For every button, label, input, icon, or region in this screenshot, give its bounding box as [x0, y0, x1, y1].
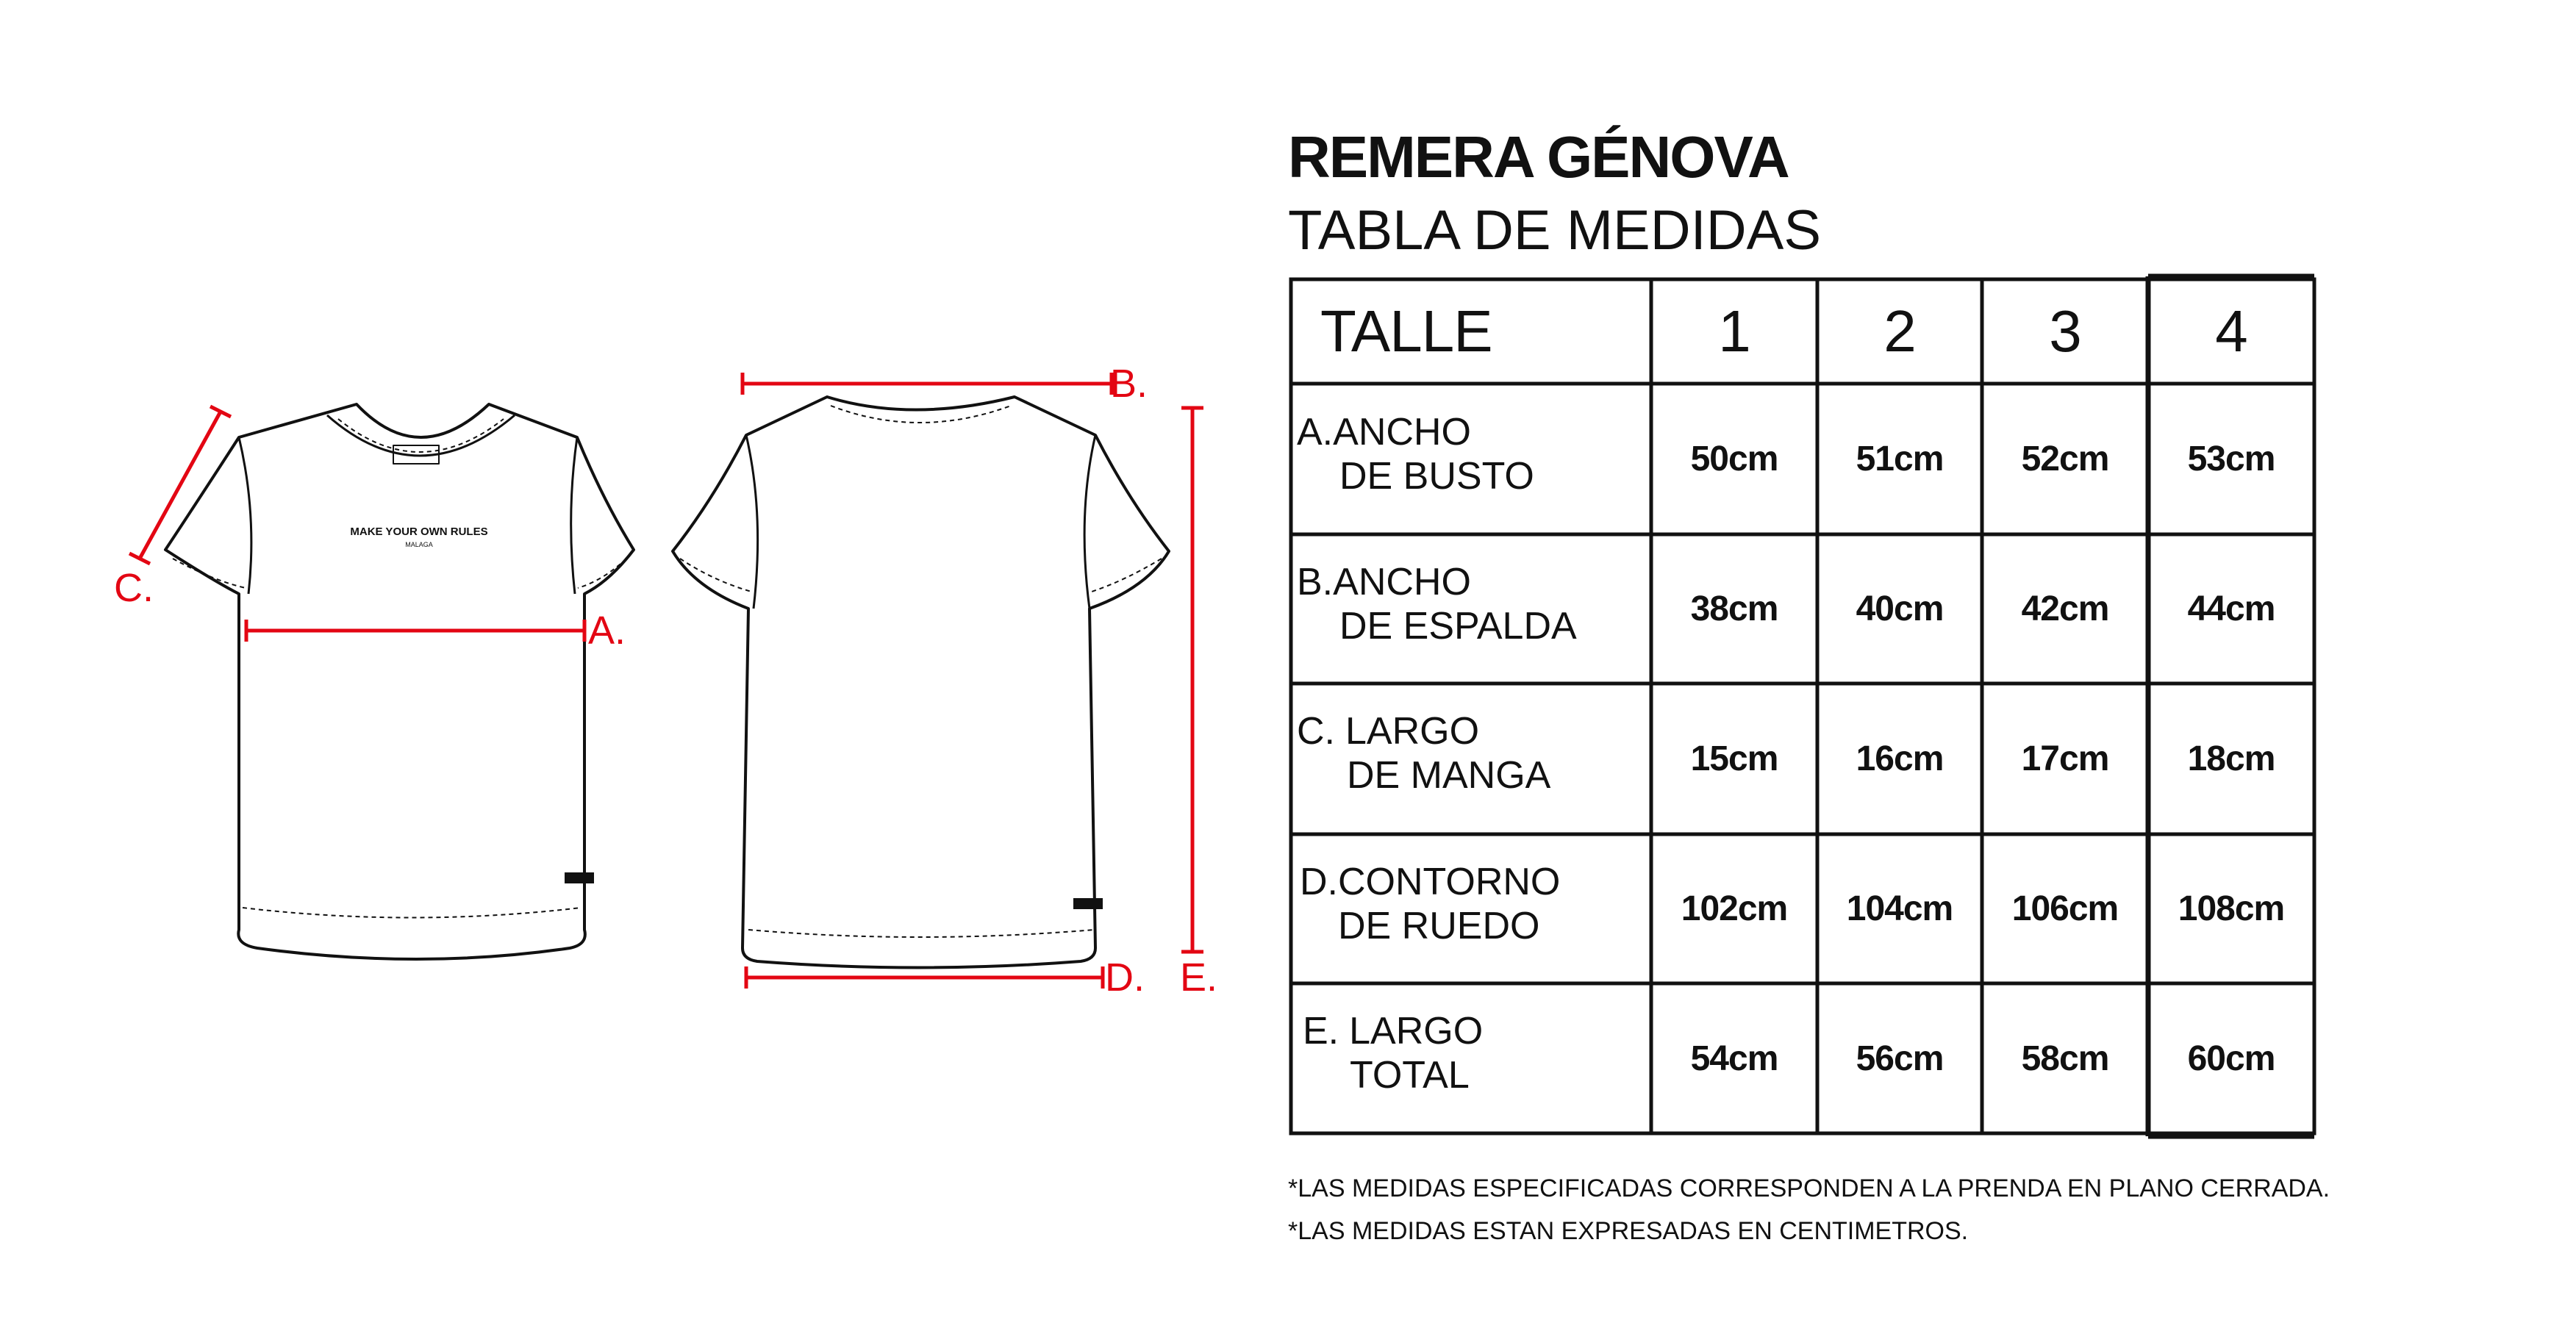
row-label-line2: DE RUEDO	[1338, 905, 1540, 947]
row-label-line2: TOTAL	[1350, 1054, 1470, 1097]
row-label-line1: CONTORNO	[1338, 861, 1561, 903]
table-cell: 16cm	[1856, 739, 1944, 778]
shirt-print: MAKE YOUR OWN RULES	[350, 526, 488, 538]
table-cell: 53cm	[2187, 440, 2275, 478]
table-header-size-1: 1	[1718, 298, 1750, 364]
table-header-size-3: 3	[2049, 298, 2081, 364]
product-title: REMERA GÉNOVA	[1288, 124, 1789, 190]
label-e: E.	[1180, 955, 1218, 1000]
table-cell: 38cm	[1690, 589, 1778, 628]
table-cell: 50cm	[1690, 440, 1778, 478]
row-label-ancho-busto	[1297, 410, 1534, 498]
label-c: C.	[114, 566, 154, 610]
table-cell: 104cm	[1846, 889, 1953, 928]
table-cell: 60cm	[2187, 1039, 2275, 1078]
shirt-print-small: MALAGA	[405, 541, 433, 548]
table-header-size-2: 2	[1883, 298, 1916, 364]
row-letter: B.	[1297, 561, 1334, 603]
table-cell: 54cm	[1690, 1039, 1778, 1078]
label-a: A.	[588, 609, 626, 653]
label-b: B.	[1110, 362, 1148, 406]
row-label-line1: LARGO	[1349, 1010, 1484, 1052]
size-table-subtitle: TABLA DE MEDIDAS	[1288, 199, 1822, 262]
row-letter: C.	[1297, 710, 1335, 753]
table-header-size-4: 4	[2215, 298, 2247, 364]
row-label-line2: DE MANGA	[1347, 754, 1551, 797]
table-cell: 42cm	[2021, 589, 2109, 628]
footnote-flat-measure: *LAS MEDIDAS ESPECIFICADAS CORRESPONDEN A LA PRENDA EN PLANO CERRADA.	[1288, 1174, 2330, 1202]
row-label-line2: DE BUSTO	[1339, 455, 1534, 498]
table-cell: 102cm	[1681, 889, 1788, 928]
table-cell: 58cm	[2021, 1039, 2109, 1078]
row-label-line1: ANCHO	[1333, 561, 1471, 603]
table-cell: 108cm	[2178, 889, 2285, 928]
table-cell: 52cm	[2021, 440, 2109, 478]
table-cell: 51cm	[1856, 440, 1944, 478]
row-label-largo-manga	[1297, 709, 1550, 797]
table-cell: 40cm	[1856, 589, 1944, 628]
table-cell: 15cm	[1690, 739, 1778, 778]
row-letter: A.	[1297, 411, 1334, 453]
table-cell: 106cm	[2011, 889, 2119, 928]
row-letter: E.	[1303, 1010, 1339, 1052]
table-cell: 44cm	[2187, 589, 2275, 628]
row-label-largo-total	[1303, 1009, 1483, 1097]
row-label-contorno-ruedo	[1300, 860, 1560, 948]
table-header-talle: TALLE	[1320, 298, 1492, 364]
footnote-units: *LAS MEDIDAS ESTAN EXPRESADAS EN CENTIMETROS.	[1288, 1217, 1969, 1245]
label-d: D.	[1105, 955, 1145, 1000]
row-letter: D.	[1300, 861, 1338, 903]
table-cell: 17cm	[2021, 739, 2109, 778]
table-cell: 56cm	[1856, 1039, 1944, 1078]
row-label-ancho-espalda	[1297, 560, 1577, 648]
row-label-line2: DE ESPALDA	[1339, 605, 1577, 648]
row-label-line1: ANCHO	[1333, 411, 1471, 453]
row-label-line1: LARGO	[1345, 710, 1480, 753]
table-cell: 18cm	[2187, 739, 2275, 778]
